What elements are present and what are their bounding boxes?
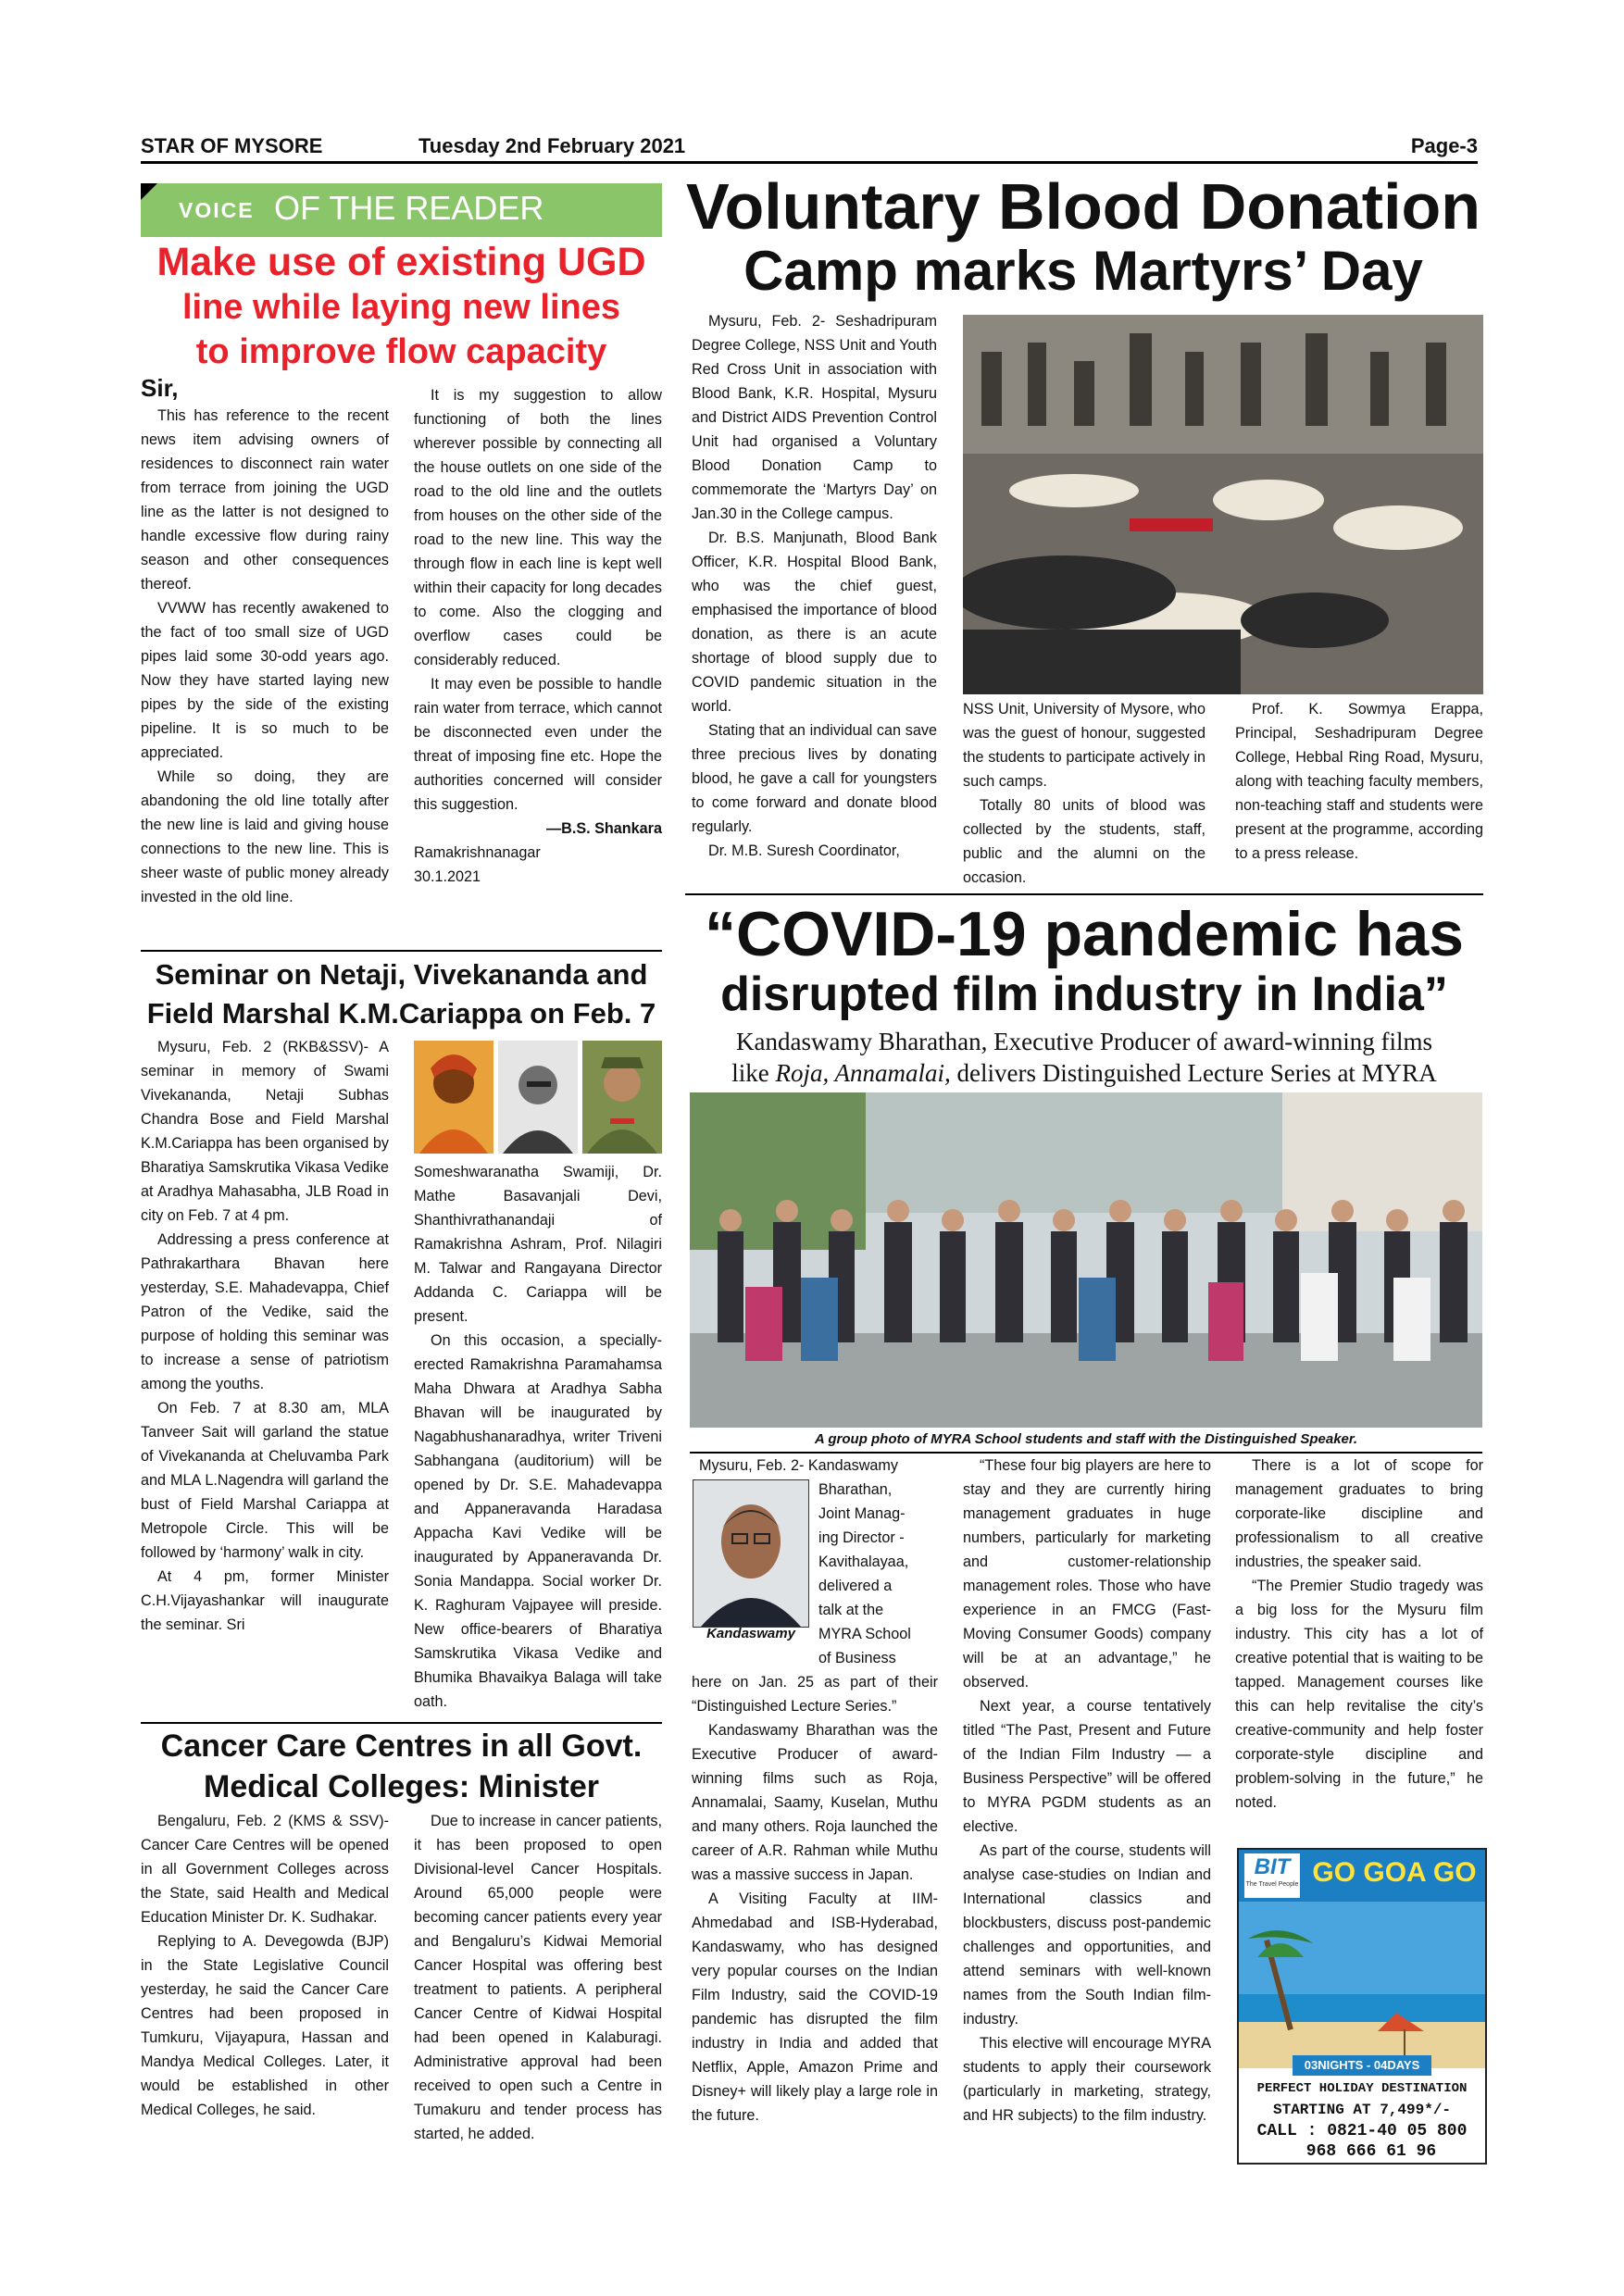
letter-paragraph: VVWW has recently awakened to the fact of too small size of UGD pipes laid some 30-odd years ago. Now they have started laying new pipes by the side of the existing pipeline. It is so much to be appreciated. xyxy=(141,600,389,761)
covid-column-3 xyxy=(1235,1454,1483,1815)
ad-title: GO GOA GO xyxy=(1312,1857,1477,1888)
blood-paragraph: Dr. B.S. Manjunath, Blood Bank Officer, K.R. Hospital Blood Bank, who was the chief guest, emphasised the importance of blood donation, as there is an acute shortage of blood supply due to COVID pandemic situation in the world. xyxy=(692,530,937,715)
seminar-column-2 xyxy=(414,1160,662,1714)
section-divider xyxy=(141,1722,662,1724)
ad-logo-box xyxy=(1244,1853,1300,1898)
ad-phone-2[interactable]: 968 666 61 96 xyxy=(1305,2142,1437,2161)
blood-camp-image xyxy=(963,315,1483,694)
of-the-reader-label: OF THE READER xyxy=(274,189,544,227)
blood-column-2 xyxy=(963,697,1206,890)
letter-paragraph: It is my suggestion to allow functioning of both the lines wherever possible by connecting all the house outlets on one side of the road to the old line and the outlets from houses on the other side of the road to the new line. This way the through flow in each line is kept well within their capacity for long decades to come. Also the clogging and overflow cases could be considerably reduced. xyxy=(414,387,662,668)
covid-subhead-2: like Roja, Annamalai, delivers Distinguished Lecture Series at MYRA xyxy=(731,1059,1437,1087)
cancer-paragraph: Due to increase in cancer patients, it has been proposed to open Divisional-level Cancer Hospitals. Around 65,000 people were becoming cancer patients every year and Bengaluru’s Kidwai Memorial Cancer Hospital was offering best treatment to patients. A peripheral Cancer Centre of Kidwai Hospital had been opened in Kalaburagi. Administrative approval had been received to open such a Centre in Tumakuru and tender process has started, he added. xyxy=(414,1813,662,2142)
covid-lead-line: Mysuru, Feb. 2- Kandaswamy xyxy=(699,1457,899,1474)
covid-column-1 xyxy=(692,1670,938,2128)
letter-paragraph: It may even be possible to handle rain water from terrace, which cannot be disconnected even under the threat of imposing fine etc. Hope the authorities concerned will consider this suggestion. xyxy=(414,676,662,813)
seminar-headline-2: Field Marshal K.M.Cariappa on Feb. 7 xyxy=(146,997,656,1029)
ad-tagline: PERFECT HOLIDAY DESTINATION xyxy=(1256,2081,1468,2096)
blood-paragraph: Totally 80 units of blood was collected by the students, staff, public and the alumni on the occasion. xyxy=(963,797,1206,886)
group-photo-caption: A group photo of MYRA School students and staff with the Distinguished Speaker. xyxy=(814,1431,1358,1447)
ad-logo-sub: The Travel People xyxy=(1245,1881,1299,1888)
portrait-caption: Kandaswamy xyxy=(706,1626,795,1641)
blood-paragraph: Dr. M.B. Suresh Coordinator, xyxy=(708,842,900,859)
blood-column-3 xyxy=(1235,697,1483,866)
seminar-paragraph: At 4 pm, former Minister C.H.Vijayashankar will inaugurate the seminar. Sri xyxy=(141,1568,389,1633)
kandaswamy-portrait xyxy=(693,1479,809,1628)
covid-headline-1: “COVID-19 pandemic has xyxy=(704,899,1465,969)
seminar-paragraph: Someshwaranatha Swamiji, Dr. Mathe Basavanjali Devi, Shanthivrathanandaji of Ramakrishna Ashram, Prof. Nilagiri M. Talwar and Rangayana Director Addanda C. Cariappa will be present. xyxy=(414,1164,662,1325)
covid-paragraph: This elective will encourage MYRA students to apply their coursework (particularly in marketing, strategy, and HR subjects) to the film industry. xyxy=(963,2035,1211,2124)
seminar-headline-1: Seminar on Netaji, Vivekananda and xyxy=(155,958,648,991)
covid-subhead-1: Kandaswamy Bharathan, Executive Producer of award-winning films xyxy=(735,1028,1433,1055)
letter-paragraph: This has reference to the recent news item advising owners of residences to disconnect rain water from terrace from joining the UGD line as the latter is not designed to handle excessive flow during rainy season and other consequences thereof. xyxy=(141,407,389,593)
covid-paragraph: Next year, a course tentatively titled “The Past, Present and Future of the Indian Film Industry — a Business Perspective” will be offered to MYRA PGDM students as an elective. xyxy=(963,1698,1211,1835)
issue-date: Tuesday 2nd February 2021 xyxy=(418,134,686,157)
banner-corner-mark xyxy=(141,183,157,200)
beach-illustration xyxy=(1239,1902,1485,2068)
ad-phone-1[interactable]: CALL : 0821-40 05 800 xyxy=(1256,2122,1468,2140)
leaders-portraits xyxy=(414,1041,662,1154)
letter-headline-1: Make use of existing UGD xyxy=(156,240,646,284)
cancer-column-1 xyxy=(141,1809,389,2122)
voice-label: VOICE xyxy=(179,198,255,222)
portrait-strip-image xyxy=(414,1041,662,1154)
covid-paragraph: There is a lot of scope for management graduates to bring corporate-like discipline and professionalism to all creative industries, the speaker said. xyxy=(1235,1457,1483,1570)
ad-nights: 03NIGHTS - 04DAYS xyxy=(1293,2055,1431,2076)
covid-column-2 xyxy=(963,1454,1211,2128)
cancer-paragraph: Replying to A. Devegowda (BJP) in the State Legislative Council yesterday, he said the Cancer Care Centres had been proposed in Tumkuru, Vijayapura, Hassan and Mandya Medical Colleges. Later, it would be established in other Medical Colleges, he said. xyxy=(141,1933,389,2118)
blood-camp-photo xyxy=(963,315,1483,694)
cancer-headline-2: Medical Colleges: Minister xyxy=(204,1769,599,1804)
letter-headline-3: to improve flow capacity xyxy=(195,332,607,371)
letter-paragraph: While so doing, they are abandoning the old line totally after the new line is laid and giving house connections to the new line. This is sheer waste of public money already invested in the old line. xyxy=(141,768,389,905)
blood-paragraph: Stating that an individual can save three precious lives by donating blood, he gave a call for youngsters to come forward and donate blood regularly. xyxy=(692,722,937,835)
covid-paragraph: As part of the course, students will analyse case-studies on Indian and International classics and blockbusters, discuss post-pandemic challenges and opportunities, and attend seminars with well-known names from the South Indian film-industry. xyxy=(963,1842,1211,2028)
seminar-paragraph: Mysuru, Feb. 2 (RKB&SSV)- A seminar in memory of Swami Vivekananda, Netaji Subhas Chandra Bose and Field Marshal K.M.Cariappa has been organised by Bharatiya Samskrutika Vikasa Vedike at Aradhya Mahasabha, JLB Road in city on Feb. 7 at 4 pm. xyxy=(141,1039,389,1224)
header-rule xyxy=(141,161,1478,164)
blood-headline-2: Camp marks Martyrs’ Day xyxy=(743,240,1423,302)
cancer-headline-1: Cancer Care Centres in all Govt. xyxy=(160,1728,643,1764)
cancer-column-2 xyxy=(414,1809,662,2146)
letter-column-2 xyxy=(414,383,662,889)
ad-beach-image xyxy=(1239,1902,1485,2068)
covid-lead-beside-portrait: Bharathan, Joint Manag- ing Director - Kavithalayaa, delivered a talk at the MYRA School of Business xyxy=(818,1481,911,1666)
seminar-column-1 xyxy=(141,1035,389,1637)
seminar-paragraph: On this occasion, a specially-erected Ramakrishna Paramahamsa Maha Dhwara at Aradhya Sabha Bhavan will be inaugurated by Nagabhushanaradhya, writer Triveni Sabhangana (auditorium) will be opened by Dr. S.E. Mahadevappa and Appaneravanda Haradasa Appacha Kavi Vedike will be inaugurated by Appaneravanda Dr. Sonia Mandappa. Social worker Dr. K. Raghuram Vajpayee will preside. New office-bearers of Bharatiya Samskrutika Vikasa Vedike and Bhumika Bhavaikya Balaga will take oath. xyxy=(414,1332,662,1710)
covid-headline-2: disrupted film industry in India” xyxy=(720,967,1448,1021)
speaker-portrait-image xyxy=(693,1480,808,1627)
group-photo-image xyxy=(690,1092,1482,1428)
blood-paragraph: Prof. K. Sowmya Erappa, Principal, Seshadripuram Degree College, Hebbal Ring Road, Mysuru, along with teaching faculty members, non-teaching staff and students were present at the programme, according to a press release. xyxy=(1235,701,1483,862)
section-divider xyxy=(685,893,1483,895)
blood-paragraph: Mysuru, Feb. 2- Seshadripuram Degree College, NSS Unit and Youth Red Cross Unit in association with Blood Bank, K.R. Hospital, Mysuru and District AIDS Prevention Control Unit had organised a Voluntary Blood Donation Camp to commemorate the ‘Martyrs Day’ on Jan.30 in the College campus. xyxy=(692,313,937,522)
letter-column-1 xyxy=(141,376,389,909)
covid-paragraph: “The Premier Studio tragedy was a big loss for the Mysuru film industry. This city has a lot of creative potential that is waiting to be tapped. Management courses like this can help revitalise the city’s creative-community and help foster corporate-style discipline and problem-solving in the future,” he noted. xyxy=(1235,1578,1483,1811)
goa-holiday-ad[interactable] xyxy=(1237,1848,1487,2165)
covid-paragraph: A Visiting Faculty at IIM-Ahmedabad and ISB-Hyderabad, Kandaswamy, who has designed very popular courses on the Indian Film Industry, said the COVID-19 pandemic has disrupted the film industry in India and added that Netflix, Apple, Amazon Prime and Disney+ will likely play a large role in the future. xyxy=(692,1890,938,2124)
blood-column-1 xyxy=(692,309,937,863)
blood-headline-1: Voluntary Blood Donation xyxy=(685,170,1481,243)
section-divider xyxy=(141,950,662,952)
letter-signature: —B.S. Shankara xyxy=(545,820,662,837)
letter-place: Ramakrishnanagar xyxy=(414,844,541,861)
ad-logo: BIT xyxy=(1254,1854,1291,1879)
covid-paragraph: here on Jan. 25 as part of their “Distinguished Lecture Series.” xyxy=(692,1674,938,1715)
page-number: Page-3 xyxy=(1410,134,1478,157)
seminar-paragraph: On Feb. 7 at 8.30 am, MLA Tanveer Sait will garland the statue of Vivekananda at Cheluvamba Park and MLA L.Nagendra will garland the bust of Field Marshal Cariappa at Metropole Circle. This will be followed by ‘harmony’ walk in city. xyxy=(141,1400,389,1561)
blood-paragraph: NSS Unit, University of Mysore, who was the guest of honour, suggested the students to participate actively in such camps. xyxy=(963,701,1206,790)
cancer-paragraph: Bengaluru, Feb. 2 (KMS & SSV)- Cancer Care Centres will be opened in all Government Colleges across the State, said Health and Medical Education Minister Dr. K. Sudhakar. xyxy=(141,1813,389,1926)
letter-headline-2: line while laying new lines xyxy=(181,288,620,327)
seminar-paragraph: Addressing a press conference at Pathrakarthara Bhavan here yesterday, S.E. Mahadevappa, Chief Patron of the Vedike, said the purpose of holding this seminar was to increase a sense of patriotism among the youths. xyxy=(141,1231,389,1392)
covid-paragraph: “These four big players are here to stay and they are currently hiring management graduates in huge numbers, particularly for marketing and customer-relationship management roles. Those who have experience in an FMCG (Fast-Moving Consumer Goods) company will be at an advantage,” he observed. xyxy=(963,1457,1211,1691)
covid-paragraph: Kandaswamy Bharathan was the Executive Producer of award-winning films such as Roja, Annamalai, Saamy, Kuselan, Muthu and many others. Roja launched the career of A.R. Rahman while Muthu was a massive success in Japan. xyxy=(692,1722,938,1883)
letter-salutation: Sir, xyxy=(141,374,179,402)
letter-date: 30.1.2021 xyxy=(414,868,481,885)
ad-price: STARTING AT 7,499*/- xyxy=(1272,2102,1452,2118)
myra-group-photo xyxy=(690,1092,1482,1428)
newspaper-name: STAR OF MYSORE xyxy=(141,134,323,157)
